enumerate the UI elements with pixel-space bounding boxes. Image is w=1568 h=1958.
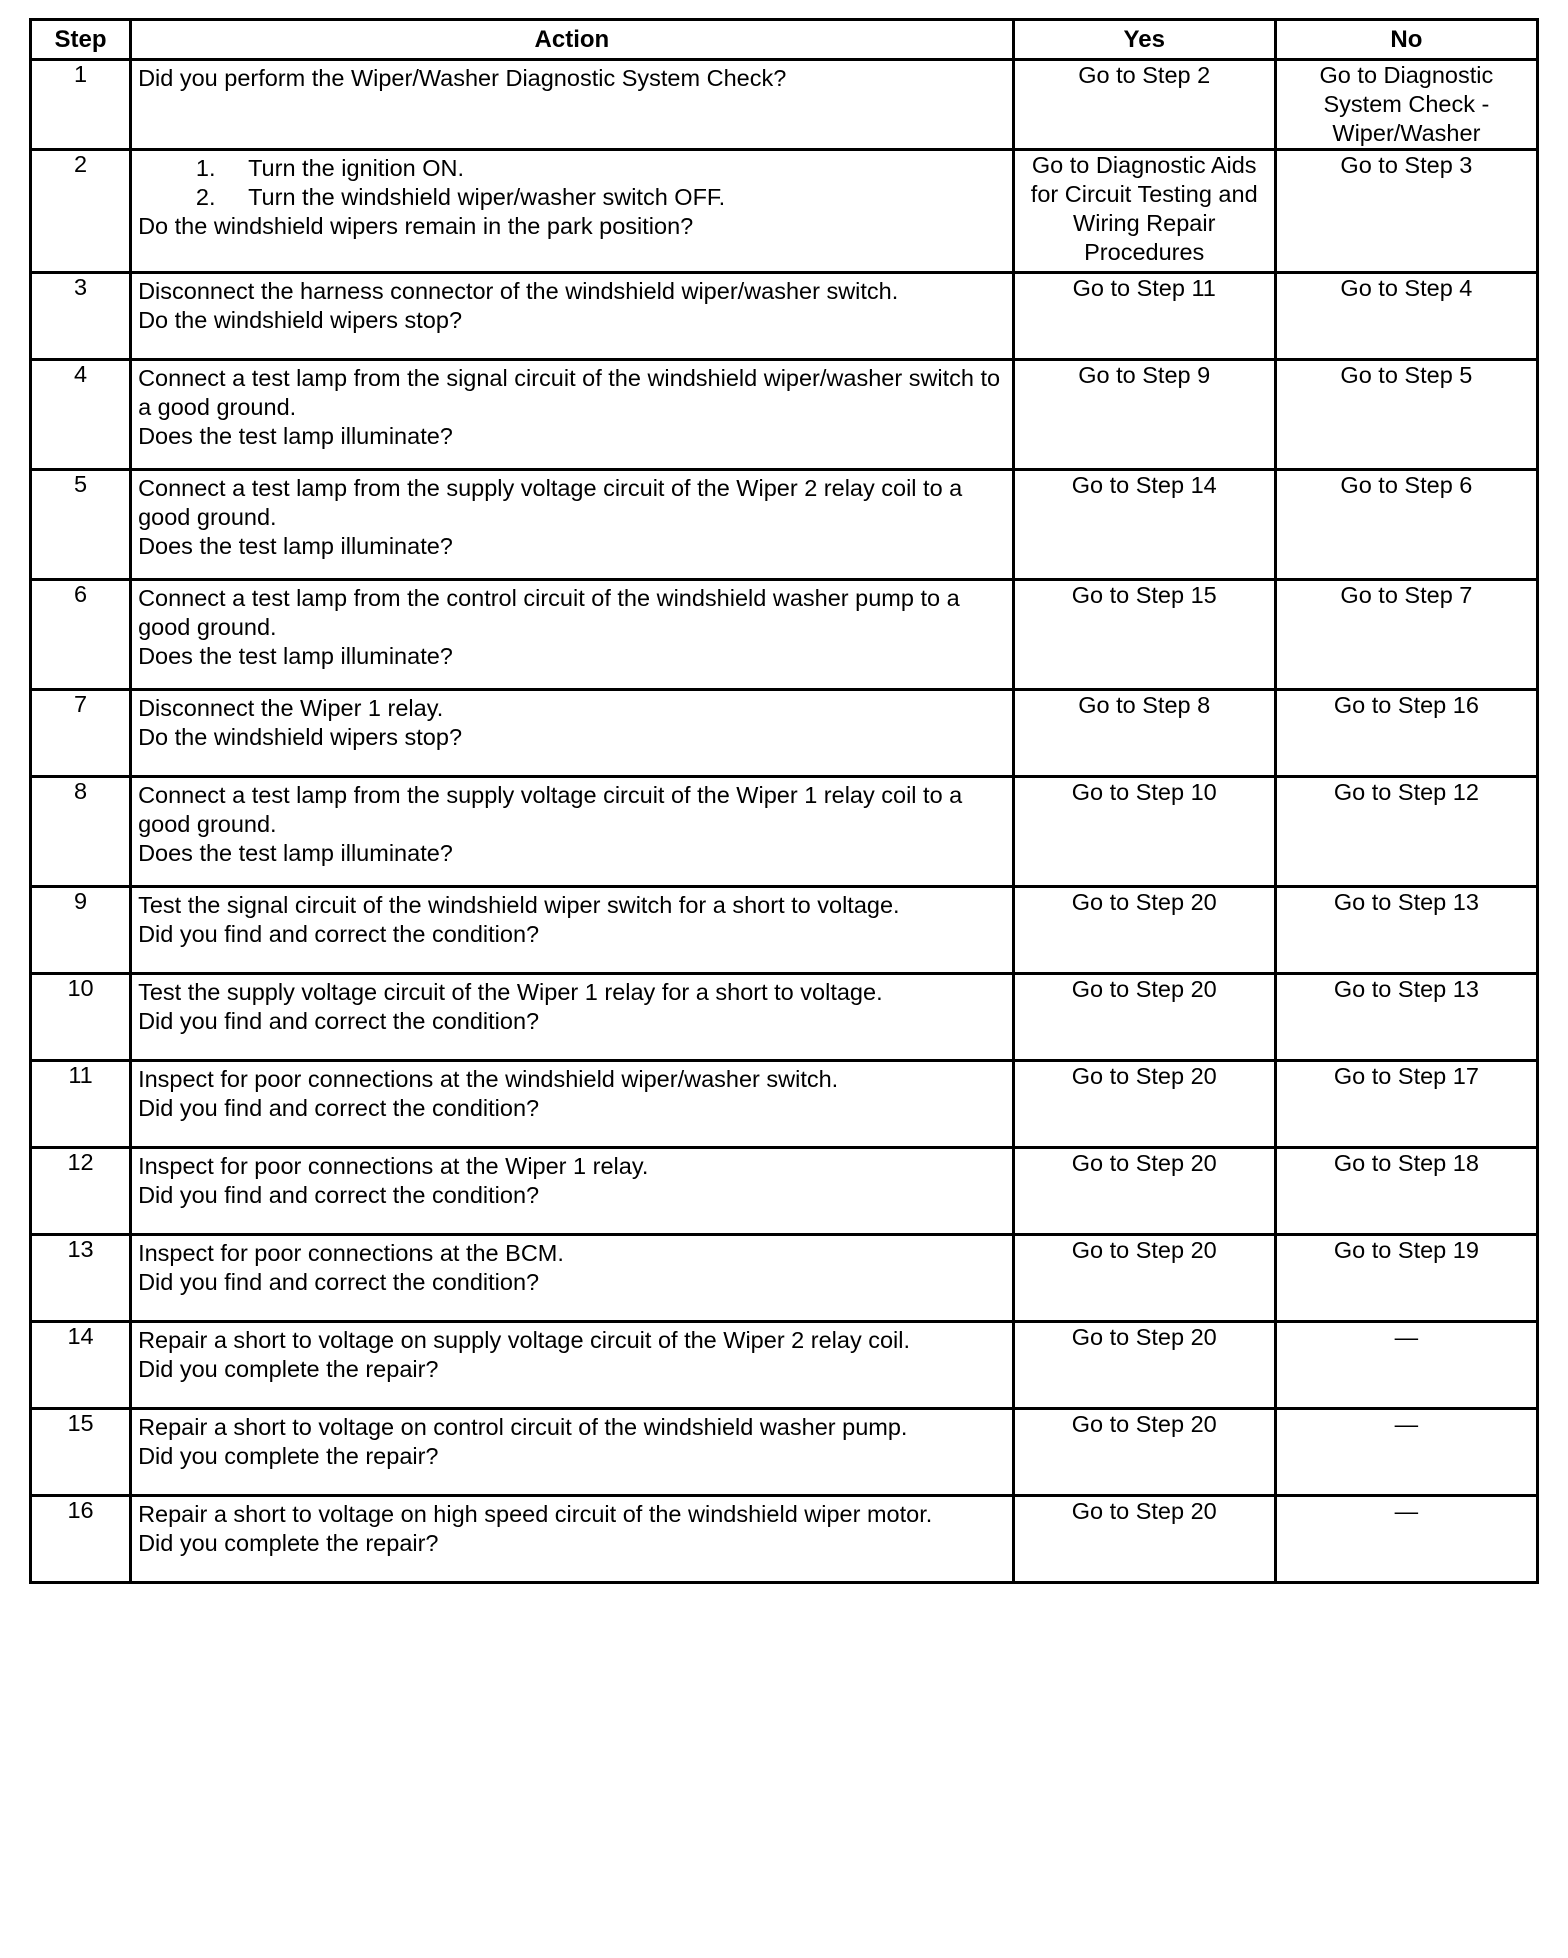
yes-answer: Go to Step 20 [1071, 976, 1217, 1002]
action-text: Disconnect the harness connector of the windshield wiper/washer switch. [138, 278, 899, 304]
no-cell [1275, 887, 1537, 974]
action-cell [131, 1496, 1014, 1583]
step-number: 7 [31, 690, 131, 777]
step-number: 12 [31, 1148, 131, 1235]
step-number: 6 [31, 580, 131, 690]
header-no: No [1275, 20, 1537, 60]
action-text: Inspect for poor connections at the Wiper 1 relay. [138, 1153, 649, 1179]
table-row [31, 974, 1538, 1061]
yes-cell [1013, 150, 1275, 273]
action-text: Repair a short to voltage on control circuit of the windshield washer pump. [138, 1414, 908, 1440]
table-row [31, 690, 1538, 777]
step-number: 16 [31, 1496, 131, 1583]
action-cell [131, 1061, 1014, 1148]
action-cell [131, 150, 1014, 273]
no-answer: Go to Step 3 [1340, 152, 1473, 178]
yes-answer: Go to Step 9 [1078, 362, 1211, 388]
no-cell [1275, 470, 1537, 580]
table-row [31, 360, 1538, 470]
action-cell [131, 273, 1014, 360]
step-number: 1 [31, 60, 131, 150]
no-cell [1275, 150, 1537, 273]
question-text: Did you complete the repair? [138, 1443, 439, 1469]
header-action: Action [131, 20, 1014, 60]
yes-cell [1013, 1235, 1275, 1322]
question-text: Did you complete the repair? [138, 1356, 439, 1382]
table-row [31, 273, 1538, 360]
substep-list [138, 154, 1004, 212]
yes-cell [1013, 1148, 1275, 1235]
yes-cell [1013, 1322, 1275, 1409]
action-text: Inspect for poor connections at the windshield wiper/washer switch. [138, 1066, 839, 1092]
step-number: 14 [31, 1322, 131, 1409]
no-cell [1275, 690, 1537, 777]
action-cell [131, 470, 1014, 580]
action-text: Connect a test lamp from the supply voltage circuit of the Wiper 2 relay coil to a good ground. [138, 475, 963, 530]
yes-cell [1013, 273, 1275, 360]
action-text: Disconnect the Wiper 1 relay. [138, 695, 444, 721]
yes-answer: Go to Step 10 [1071, 779, 1217, 805]
action-cell [131, 777, 1014, 887]
yes-cell [1013, 580, 1275, 690]
diagnostic-page [29, 18, 1539, 1939]
question-text: Did you find and correct the condition? [138, 1095, 540, 1121]
step-number: 10 [31, 974, 131, 1061]
yes-cell [1013, 1496, 1275, 1583]
yes-answer: Go to Step 20 [1071, 1411, 1217, 1437]
yes-cell [1013, 360, 1275, 470]
no-cell [1275, 1322, 1537, 1409]
yes-answer: Go to Step 8 [1078, 692, 1211, 718]
no-answer: Go to Step 13 [1333, 889, 1479, 915]
yes-cell [1013, 974, 1275, 1061]
table-row [31, 60, 1538, 150]
question-text: Did you find and correct the condition? [138, 1008, 540, 1034]
action-cell [131, 360, 1014, 470]
table-header-row [31, 20, 1538, 60]
yes-answer: Go to Step 20 [1071, 889, 1217, 915]
yes-cell [1013, 777, 1275, 887]
action-cell [131, 60, 1014, 150]
no-answer: — [1394, 1324, 1419, 1350]
yes-answer: Go to Step 20 [1071, 1498, 1217, 1524]
substep-item: 2. Turn the windshield wiper/washer switch OFF. [222, 183, 1004, 212]
action-cell [131, 887, 1014, 974]
step-number: 9 [31, 887, 131, 974]
table-row [31, 1409, 1538, 1496]
table-row [31, 580, 1538, 690]
action-cell [131, 1148, 1014, 1235]
action-text: Connect a test lamp from the signal circuit of the windshield wiper/washer switch to a good ground. [138, 365, 1001, 420]
action-text: Inspect for poor connections at the BCM. [138, 1240, 564, 1266]
yes-answer: Go to Diagnostic Aids for Circuit Testing and Wiring Repair Procedures [1030, 152, 1258, 265]
no-cell [1275, 1409, 1537, 1496]
table-row [31, 150, 1538, 273]
yes-answer: Go to Step 20 [1071, 1063, 1217, 1089]
action-cell [131, 1322, 1014, 1409]
no-answer: Go to Step 12 [1333, 779, 1479, 805]
question-text: Did you complete the repair? [138, 1530, 439, 1556]
action-text: Test the supply voltage circuit of the Wiper 1 relay for a short to voltage. [138, 979, 883, 1005]
yes-cell [1013, 60, 1275, 150]
step-number: 8 [31, 777, 131, 887]
table-row [31, 1496, 1538, 1583]
no-answer: Go to Step 4 [1340, 275, 1473, 301]
question-text: Did you find and correct the condition? [138, 1182, 540, 1208]
step-number: 15 [31, 1409, 131, 1496]
yes-answer: Go to Step 20 [1071, 1324, 1217, 1350]
no-cell [1275, 360, 1537, 470]
action-text: Repair a short to voltage on supply voltage circuit of the Wiper 2 relay coil. [138, 1327, 911, 1353]
question-text: Do the windshield wipers stop? [138, 307, 463, 333]
yes-cell [1013, 887, 1275, 974]
no-cell [1275, 1148, 1537, 1235]
no-answer: Go to Step 17 [1333, 1063, 1479, 1089]
no-answer: — [1394, 1411, 1419, 1437]
no-answer: — [1394, 1498, 1419, 1524]
diagnostic-table [29, 18, 1539, 1584]
no-answer: Go to Step 13 [1333, 976, 1479, 1002]
no-cell [1275, 580, 1537, 690]
yes-answer: Go to Step 2 [1078, 62, 1211, 88]
table-row [31, 1235, 1538, 1322]
header-step: Step [31, 20, 131, 60]
question-text: Does the test lamp illuminate? [138, 533, 453, 559]
no-cell [1275, 1235, 1537, 1322]
question-text: Does the test lamp illuminate? [138, 423, 453, 449]
action-text: Connect a test lamp from the control circuit of the windshield washer pump to a good ground. [138, 585, 960, 640]
action-cell [131, 1409, 1014, 1496]
step-number: 3 [31, 273, 131, 360]
question-text: Does the test lamp illuminate? [138, 643, 453, 669]
step-number: 2 [31, 150, 131, 273]
table-row [31, 887, 1538, 974]
no-answer: Go to Step 6 [1340, 472, 1473, 498]
no-answer: Go to Step 16 [1333, 692, 1479, 718]
action-cell [131, 690, 1014, 777]
action-text: Connect a test lamp from the supply voltage circuit of the Wiper 1 relay coil to a good ground. [138, 782, 963, 837]
header-yes: Yes [1013, 20, 1275, 60]
table-row [31, 1061, 1538, 1148]
table-row [31, 777, 1538, 887]
yes-answer: Go to Step 20 [1071, 1237, 1217, 1263]
step-number: 13 [31, 1235, 131, 1322]
no-answer: Go to Step 5 [1340, 362, 1473, 388]
no-answer: Go to Diagnostic System Check - Wiper/Washer [1319, 62, 1494, 146]
action-cell [131, 974, 1014, 1061]
action-cell [131, 1235, 1014, 1322]
no-answer: Go to Step 18 [1333, 1150, 1479, 1176]
table-row [31, 1148, 1538, 1235]
question-text: Did you find and correct the condition? [138, 1269, 540, 1295]
no-cell [1275, 974, 1537, 1061]
step-number: 5 [31, 470, 131, 580]
yes-answer: Go to Step 15 [1071, 582, 1217, 608]
action-cell [131, 580, 1014, 690]
substep-item: 1. Turn the ignition ON. [222, 154, 1004, 183]
no-cell [1275, 777, 1537, 887]
yes-cell [1013, 690, 1275, 777]
step-number: 4 [31, 360, 131, 470]
yes-cell [1013, 1061, 1275, 1148]
yes-answer: Go to Step 14 [1071, 472, 1217, 498]
action-text: Repair a short to voltage on high speed circuit of the windshield wiper motor. [138, 1501, 933, 1527]
yes-answer: Go to Step 20 [1071, 1150, 1217, 1176]
question-text: Does the test lamp illuminate? [138, 840, 453, 866]
question-text: Do the windshield wipers remain in the park position? [138, 213, 694, 239]
table-row [31, 1322, 1538, 1409]
no-cell [1275, 1061, 1537, 1148]
yes-cell [1013, 470, 1275, 580]
question-text: Did you find and correct the condition? [138, 921, 540, 947]
action-text: Did you perform the Wiper/Washer Diagnostic System Check? [138, 65, 787, 91]
no-cell [1275, 1496, 1537, 1583]
no-answer: Go to Step 19 [1333, 1237, 1479, 1263]
step-number: 11 [31, 1061, 131, 1148]
action-text: Test the signal circuit of the windshield wiper switch for a short to voltage. [138, 892, 900, 918]
table-row [31, 470, 1538, 580]
yes-cell [1013, 1409, 1275, 1496]
yes-answer: Go to Step 11 [1072, 275, 1216, 301]
no-cell [1275, 60, 1537, 150]
no-answer: Go to Step 7 [1340, 582, 1473, 608]
question-text: Do the windshield wipers stop? [138, 724, 463, 750]
no-cell [1275, 273, 1537, 360]
